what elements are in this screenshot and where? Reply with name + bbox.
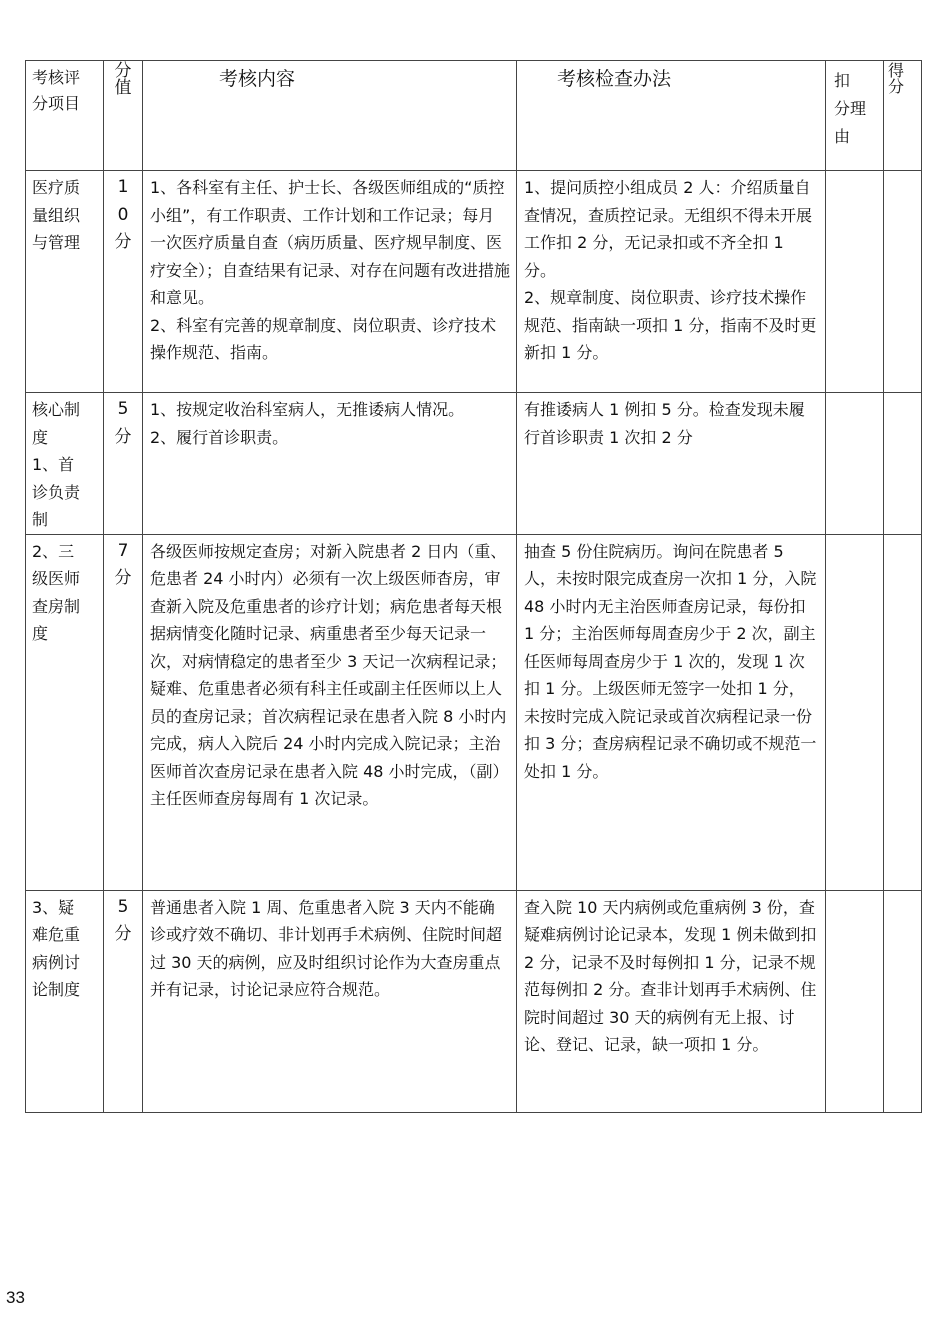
row-method: 查入院 10 天内病例或危重病例 3 份，查疑难病例讨论记录本，发现 1 例未做到扣 2 分，记录不及时每例扣 1 分，记录不规范每例扣 2 分。查非计划再手术病例、住院时间超过 30 天的病例有无上报、讨论、登记、记录，缺一项扣 1 分。	[517, 890, 826, 1112]
row-content: 各级医师按规定查房；对新入院患者 2 日内（重、危患者 24 小时内）必须有一次上级医师杳房，审查新入院及危重患者的诊疗计划；病危患者每天根据病情变化随时记录、病重患者至少每天记录一次，对病情稳定的患者至少 3 天记一次病程记录；疑难、危重患者必须有科主任或副主任医师以上人员的查房记录；首次病程记录在患者入院 8 小时内完成，病人入院后 24 小时内完成入院记录；主治医师首次查房记录在患者入院 48 小时完成，（副）主任医师查房每周有 1 次记录。	[143, 534, 517, 890]
header-content: 考核内容	[143, 61, 517, 171]
row-content: 1、按规定收治科室病人，无推诿病人情况。 2、履行首诊职责。	[143, 393, 517, 535]
row-content: 1、各科室有主任、护士长、各级医师组成的“质控小组”，有工作职责、工作计划和工作记录；每月一次医疗质量自查（病历质量、医疗规早制度、医疗安全）；自查结果有记录、对存在问题有改进措施和意见。 2、科室有完善的规章制度、岗位职责、诊疗技术操作规范、指南。	[143, 171, 517, 393]
row-got	[884, 171, 922, 393]
row-got	[884, 890, 922, 1112]
page-number: 33	[6, 1288, 25, 1307]
row-item: 3、疑 难危重 病例讨 论制度	[26, 890, 104, 1112]
row-deduct-reason	[826, 534, 884, 890]
header-method: 考核检查办法	[517, 61, 826, 171]
row-deduct-reason	[826, 393, 884, 535]
table-row	[26, 393, 922, 535]
row-got	[884, 534, 922, 890]
row-method: 有推诿病人 1 例扣 5 分。检查发现未履行首诊职责 1 次扣 2 分	[517, 393, 826, 535]
row-method: 1、提问质控小组成员 2 人：介绍质量自查情况，查质控记录。无组织不得未开展工作扣 2 分，无记录扣或不齐全扣 1 分。 2、规章制度、岗位职责、诊疗技术操作规范、指南缺一项扣 1 分，指南不及时更新扣 1 分。	[517, 171, 826, 393]
table-header-row	[26, 61, 922, 171]
row-deduct-reason	[826, 890, 884, 1112]
row-content: 普通患者入院 1 周、危重患者入院 3 天内不能确诊或疗效不确切、非计划再手术病例、住院时间超过 30 天的病例，应及时组织讨论作为大查房重点并有记录，讨论记录应符合规范。	[143, 890, 517, 1112]
row-score: 1 0 分	[104, 171, 143, 393]
row-item: 核心制 度 1、首 诊负责 制	[26, 393, 104, 535]
row-item: 2、三 级医师 查房制 度	[26, 534, 104, 890]
header-deduct-reason: 扣 分理 由	[826, 61, 884, 171]
table-row	[26, 171, 922, 393]
table-row	[26, 534, 922, 890]
row-got	[884, 393, 922, 535]
header-got: 得 分	[884, 61, 922, 171]
row-score: 5 分	[104, 890, 143, 1112]
header-item: 考核评 分项目	[26, 61, 104, 171]
row-score: 5 分	[104, 393, 143, 535]
table-row	[26, 890, 922, 1112]
assessment-table	[25, 60, 922, 1113]
row-method: 抽查 5 份住院病历。询问在院患者 5 人，未按时限完成查房一次扣 1 分，入院 48 小时内无主治医师查房记录，每份扣 1 分；主治医师每周查房少于 2 次，副主任医师每周查房少于 1 次的，发现 1 次扣 1 分。上级医师无签字一处扣 1 分，未按时完成入院记录或首次病程记录一份扣 3 分；查房病程记录不确切或不规范一处扣 1 分。	[517, 534, 826, 890]
row-item: 医疗质 量组织 与管理	[26, 171, 104, 393]
header-score: 分 值	[104, 61, 143, 171]
row-deduct-reason	[826, 171, 884, 393]
row-score: 7 分	[104, 534, 143, 890]
